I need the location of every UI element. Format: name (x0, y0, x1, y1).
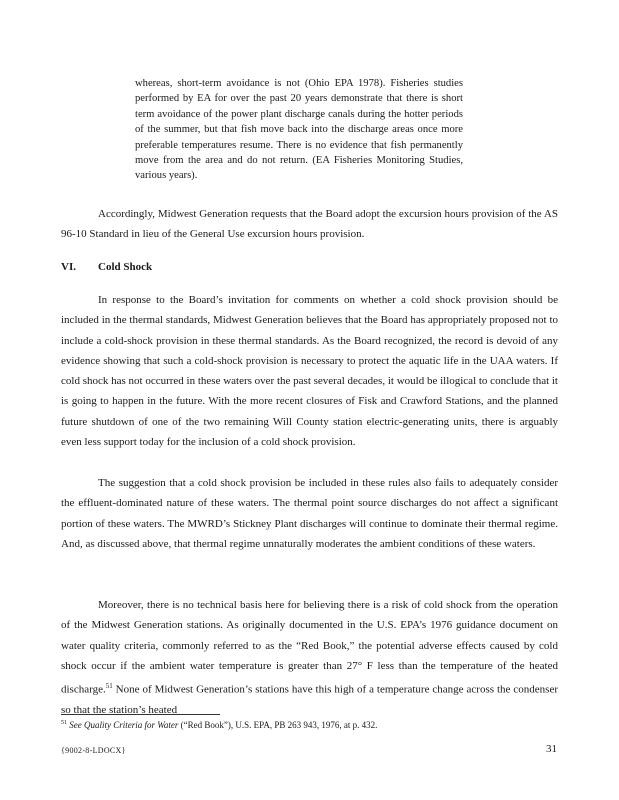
section-heading (61, 261, 152, 273)
paragraph-effluent-dominated: The suggestion that a cold shock provision be included in these rules also fails to adequately consider the effluent-dominated nature of these waters. The thermal point source discharges do not affect a significant portion of these waters. The MWRD’s Stickney Plant discharges will continue to dominate their thermal regime. And, as discussed above, that thermal regime unnaturally moderates the ambient conditions of these waters. (61, 477, 558, 550)
paragraph-excursion-hours: Accordingly, Midwest Generation requests that the Board adopt the excursion hours provision of the AS 96-10 Standard in lieu of the General Use excursion hours provision. (61, 208, 558, 241)
footnote-citation-title: See Quality Criteria for Water (69, 720, 179, 730)
footnote-ref: 51 (105, 682, 113, 691)
footnote-divider (61, 714, 220, 715)
footnote (61, 720, 377, 730)
footnote-citation-rest: (“Red Book”), U.S. EPA, PB 263 943, 1976, at p. 432. (180, 720, 378, 730)
paragraph-technical-basis: Moreover, there is no technical basis here for believing there is a risk of cold shock from the operation of the Midwest Generation stations. As originally documented in the U.S. EPA’s 1976 guidance document on water quality criteria, commonly referred to as the “Red Book,” the potential adverse effects caused by cold shock occur if the ambient water temperature is greater than 27° F less than the temperature of the heated discharge.$^{51}$ None of Midwest Generation’s stations have this high of a temperature change across the condenser so that the station’s heated (61, 599, 558, 717)
page-number: 31 (546, 743, 557, 755)
section-title: Cold Shock (98, 261, 153, 273)
section-number: VI. (61, 261, 76, 273)
footnote-number: 51 (61, 720, 67, 726)
paragraph-cold-shock-response: In response to the Board’s invitation for comments on whether a cold shock provision should be included in the thermal standards, Midwest Generation believes that the Board has appropriately proposed not to include a cold-shock provision in these thermal standards. As the Board recognized, the record is devoid of any evidence showing that such a cold-shock provision is necessary to protect the aquatic life in the UAA waters. If cold shock has not occurred in these waters over the past several decades, it would be illogical to conclude that it is going to happen in the future. With the more recent closures of Fisk and Crawford Stations, and the planned future shutdown of one of the two remaining Will County station electric-generating units, there is arguably even less support today for the inclusion of a cold shock provision. (61, 294, 558, 449)
document-id: {9002-8-LDOCX} (61, 746, 126, 755)
block-quote: whereas, short-term avoidance is not (Ohio EPA 1978). Fisheries studies performed by EA for over the past 20 years demonstrate that there is short term avoidance of the power plant discharge canals during the hotter periods of the summer, but that fish move back into the discharge areas once more preferable temperatures resume. There is no evidence that fish permanently move from the area and do not return. (EA Fisheries Monitoring Studies, various years). (135, 78, 463, 182)
